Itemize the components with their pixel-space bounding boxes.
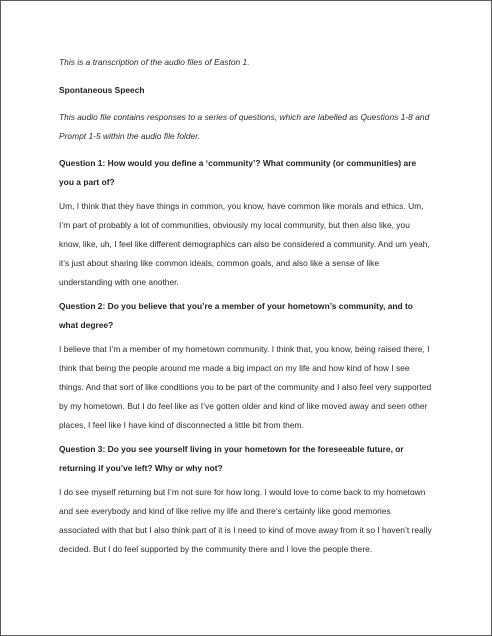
answer-3: I do see myself returning but I’m not sure for how long. I would love to come back to my hometown and see everybody and kind of like relive my life and there’s certainly like good memories associated with that but I also think part of it is I need to kind of move away from it so I haven’t really decided. But I do feel supported by the community there and I love the people there.: [59, 487, 432, 554]
section-heading: Spontaneous Speech: [59, 85, 145, 95]
question-3: Question 3: Do you see yourself living in your hometown for the foreseeable future, or returning if you’ve left? Why or why not?: [59, 444, 404, 473]
answer-1: Um, I think that they have things in common, you know, have common like morals and ethics. Um, I’m part of probably a lot of communities, obviously my local community, but then also like, you know, like, uh, I feel like different demographics can also be considered a community. And um yeah, it’s just about sharing like common ideals, common goals, and also like a sense of like understanding with one another.: [59, 201, 430, 287]
question-1: Question 1: How would you define a ‘community’? What community (or communities) are you a part of?: [59, 158, 417, 187]
document-body: [59, 53, 433, 564]
section-description: This audio file contains responses to a series of questions, which are labelled as Questions 1-8 and Prompt 1-5 within the audio file folder.: [59, 112, 430, 141]
intro-text: This is a transcription of the audio files of Easton 1.: [59, 57, 250, 67]
question-2: Question 2: Do you believe that you’re a member of your hometown’s community, and to what degree?: [59, 301, 413, 330]
answer-2: I believe that I’m a member of my hometown community. I think that, you know, being raised there, I think that being the people around me made a big impact on my life and how kind of how I see things. And that sort of like conditions you to be part of the community and I also feel very supported by my hometown. But I do feel like as I’ve gotten older and kind of like moved away and seen other places, I feel like I have kind of disconnected a little bit from them.: [59, 344, 432, 430]
